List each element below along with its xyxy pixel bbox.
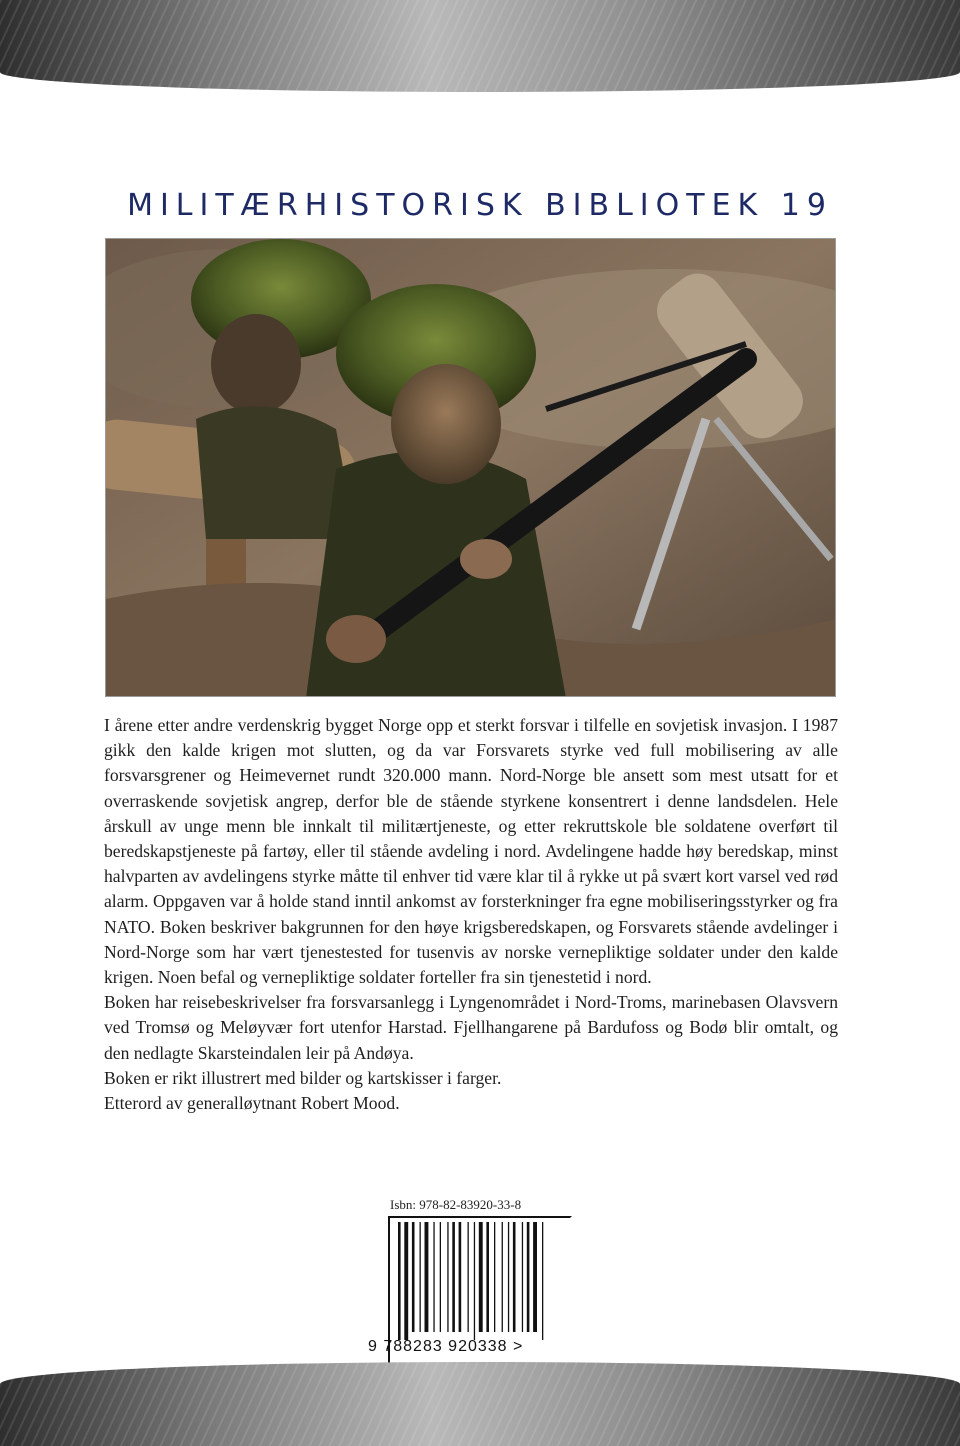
photo-illustration	[106, 239, 836, 697]
top-decorative-band	[0, 0, 960, 92]
barcode-bar	[404, 1222, 408, 1340]
barcode-bar	[533, 1222, 537, 1332]
barcode-bar	[479, 1222, 483, 1332]
blurb-paragraph: Boken har reisebeskrivelser fra forsvarsanlegg i Lyngenområdet i Nord-Troms, marinebasen Olavsvern ved Tromsø og Meløyvær fort utenfor Harstad. Fjellhangarene på Bardufoss og Bodø blir omtalt, og den nedlagte Skarsteindalen leir på Andøya.	[104, 992, 838, 1063]
cover-photo-soldiers	[105, 238, 836, 697]
bottom-decorative-band	[0, 1362, 960, 1446]
barcode-bar	[452, 1222, 455, 1332]
isbn-label: Isbn: 978-82-83920-33-8	[390, 1197, 522, 1212]
barcode-bar	[433, 1222, 434, 1332]
barcode-bar	[459, 1222, 462, 1332]
blurb-paragraph: Etterord av generalløytnant Robert Mood.	[104, 1093, 400, 1114]
barcode-bar	[513, 1222, 516, 1332]
barcode-bar	[542, 1222, 543, 1340]
barcode-bars	[390, 1218, 572, 1342]
barcode-bar	[468, 1222, 469, 1332]
blurb-paragraph: I årene etter andre verdenskrig bygget Norge opp et sterkt forsvar i tilfelle en sovjetisk invasjon. I 1987 gikk den kalde krigen mot slutten, og da var Forsvarets styrke ved full mobilisering av alle forsvarsgrener og Heimevernet rundt 320.000 mann. Nord-Norge ble ansett som mest utsatt for et overraskende sovjetisk angrep, derfor ble de stående styrkene konsentrert i denne landsdelen. Hele årskull av unge menn ble innkalt til militærtjeneste, og etter rekruttskole ble soldatene overført til beredskapstjeneste på fartøy, eller til stående avdeling i nord. Avdelingene hadde høy beredskap, minst halvparten av avdelingens styrke måtte til enhver tid være klar til å rykke ut på svært kort varsel ved rød alarm. Oppgaven var å holde stand inntil ankomst av forsterkninger fra egne mobiliseringsstyrker og fra NATO. Boken beskriver bakgrunnen for den høye krigsberedskapen, og Forsvarets stående avdelinger i Nord-Norge som har vært tjenestested for tusenvis av norske vernepliktige soldater under den kalde krigen. Noen befal og vernepliktige soldater forteller fra sin tjenestetid i nord.	[104, 715, 838, 988]
blurb-paragraph: Boken er rikt illustrert med bilder og kartskisser i farger.	[104, 1067, 502, 1088]
barcode-bar	[502, 1222, 503, 1332]
barcode-bar	[420, 1222, 421, 1332]
barcode-bar	[522, 1222, 523, 1332]
barcode-bar	[508, 1222, 509, 1332]
barcode-bar	[527, 1222, 530, 1332]
barcode-bar	[412, 1222, 415, 1332]
back-cover-blurb	[104, 713, 838, 1116]
barcode-bar	[447, 1222, 448, 1332]
barcode-bar	[486, 1222, 489, 1332]
barcode-bar	[474, 1222, 475, 1340]
series-title: MILITÆRHISTORISK BIBLIOTEK 19	[127, 188, 833, 223]
barcode-bar	[440, 1222, 441, 1332]
barcode-bar	[398, 1222, 401, 1340]
barcode-bar	[425, 1222, 429, 1332]
barcode-bar	[494, 1222, 495, 1332]
barcode-digits: 9 788283 920338 >	[368, 1338, 524, 1355]
